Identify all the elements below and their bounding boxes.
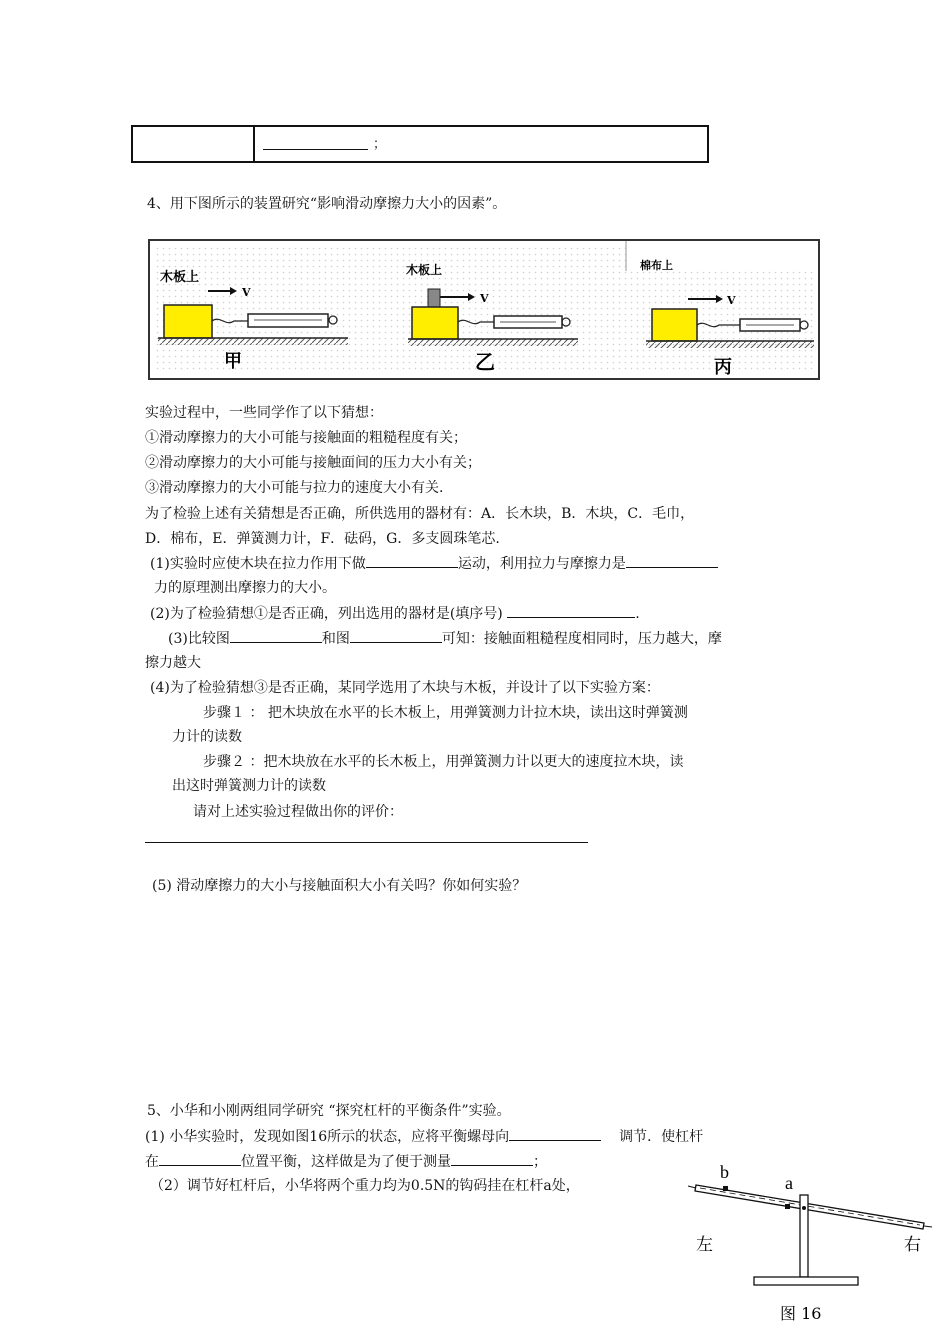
q4-part1-text-b: 运动，利用拉力与摩擦力是 — [457, 556, 626, 572]
guess-1: ①滑动摩擦力的大小可能与接触面的粗糙程度有关； — [145, 430, 467, 446]
q5-title: 5、小华和小刚两组同学研究 “探究杠杆的平衡条件”实验。 — [147, 1103, 511, 1119]
label-right: 右 — [904, 1235, 921, 1255]
label-a: a — [785, 1173, 793, 1193]
q4-title: 4、用下图所示的装置研究“影响滑动摩擦力大小的因素”。 — [147, 196, 507, 212]
guess-2: ②滑动摩擦力的大小可能与接触面间的压力大小有关； — [145, 455, 481, 471]
velocity-label: V — [727, 294, 736, 307]
friction-experiment-figure — [148, 239, 820, 380]
table-semicolon: ； — [373, 137, 387, 152]
q5-part1-line1 — [145, 1126, 703, 1147]
q4-part2-text: (2)为了检验猜想①是否正确，列出选用的器材是(填序号) — [150, 606, 503, 622]
panel-caption: 丙 — [714, 357, 732, 378]
lever-figure — [680, 1155, 940, 1335]
weight — [428, 289, 440, 307]
lever-bar — [688, 1185, 932, 1229]
label-b: b — [720, 1162, 729, 1182]
friction-diagram — [150, 241, 818, 378]
q4-part5: (5) 滑动摩擦力的大小与接触面积大小有关吗？你如何实验？ — [152, 878, 527, 894]
q4-part3-line2: 擦力越大 — [145, 655, 201, 671]
velocity-label: V — [480, 292, 489, 305]
q5-part1-text-c: 在 — [145, 1154, 159, 1170]
q4-part1-line2: 力的原理测出摩擦力的大小。 — [154, 580, 336, 596]
q5-part1-text-b: 调节．使杠杆 — [619, 1129, 704, 1145]
fill-blank[interactable] — [263, 137, 368, 150]
wood-block — [652, 309, 697, 341]
q4-part3-text-b: 和图 — [321, 631, 350, 647]
semicolon: ； — [533, 1154, 547, 1170]
velocity-label: V — [242, 286, 251, 299]
q4-part4: (4)为了检验猜想③是否正确，某同学选用了木块与木板，并设计了以下实验方案： — [150, 680, 660, 696]
q4-part3-line1 — [168, 628, 722, 649]
answer-table-row — [131, 125, 709, 163]
fill-blank[interactable] — [159, 1151, 241, 1166]
q5-part2: （2）调节好杠杆后，小华将两个重力均为0.5N的钩码挂在杠杆a处， — [150, 1178, 580, 1194]
wood-block — [164, 305, 212, 338]
q5-part1-text-d: 位置平衡，这样做是为了便于测量 — [241, 1154, 451, 1170]
point-b-marker — [723, 1186, 728, 1191]
materials-line-2: D．棉布，E．弹簧测力计，F．砝码，G．多支圆珠笔芯. — [145, 531, 500, 547]
q5-part1-text-a: (1) 小华实验时，发现如图16所示的状态，应将平衡螺母向 — [145, 1129, 510, 1145]
fill-blank[interactable] — [626, 553, 718, 568]
point-a-marker — [785, 1204, 790, 1209]
fill-blank[interactable] — [509, 1126, 601, 1141]
q4-part3-text-c: 可知：接触面粗糙程度相同时，压力越大，摩 — [441, 631, 722, 647]
answer-line[interactable] — [145, 842, 588, 843]
materials-line-1: 为了检验上述有关猜想是否正确，所供选用的器材有：A．长木块，B．木块，C．毛巾， — [145, 506, 695, 522]
lever-base — [754, 1277, 858, 1285]
step1-line2: 力计的读数 — [172, 729, 242, 745]
table-cell-empty — [133, 127, 255, 161]
figure-caption: 图 16 — [780, 1304, 822, 1323]
q4-part1-text-a: (1)实验时应使木块在拉力作用下做 — [150, 556, 366, 572]
step2-line2: 出这时弹簧测力计的读数 — [172, 778, 326, 794]
surface-label: 木板上 — [160, 270, 200, 285]
q5-part1-line2 — [145, 1151, 547, 1172]
fill-blank[interactable] — [366, 553, 458, 568]
q4-intro: 实验过程中，一些同学作了以下猜想： — [145, 405, 383, 421]
evaluation-prompt: 请对上述实验过程做出你的评价： — [193, 804, 403, 820]
fill-blank[interactable] — [451, 1151, 533, 1166]
surface-label: 棉布上 — [640, 259, 673, 272]
guess-3: ③滑动摩擦力的大小可能与拉力的速度大小有关. — [145, 480, 444, 496]
wood-block — [412, 307, 458, 339]
period: . — [635, 606, 640, 622]
q4-part3-text-a: (3)比较图 — [168, 631, 230, 647]
panel-caption: 乙 — [475, 350, 495, 374]
step2-line1: 步骤２ ：把木块放在水平的长木板上，用弹簧测力计以更大的速度拉木块，读 — [203, 754, 684, 770]
q4-part1-line1 — [150, 553, 718, 574]
surface-label: 木板上 — [406, 263, 443, 277]
fill-blank[interactable] — [350, 628, 442, 643]
step1-line1: 步骤１ ： 把木块放在水平的长木板上，用弹簧测力计拉木块，读出这时弹簧测 — [203, 705, 688, 721]
panel-caption: 甲 — [224, 351, 242, 372]
fill-blank[interactable] — [507, 603, 635, 618]
fill-blank[interactable] — [230, 628, 322, 643]
q4-part2 — [150, 603, 640, 624]
label-left: 左 — [696, 1235, 713, 1255]
